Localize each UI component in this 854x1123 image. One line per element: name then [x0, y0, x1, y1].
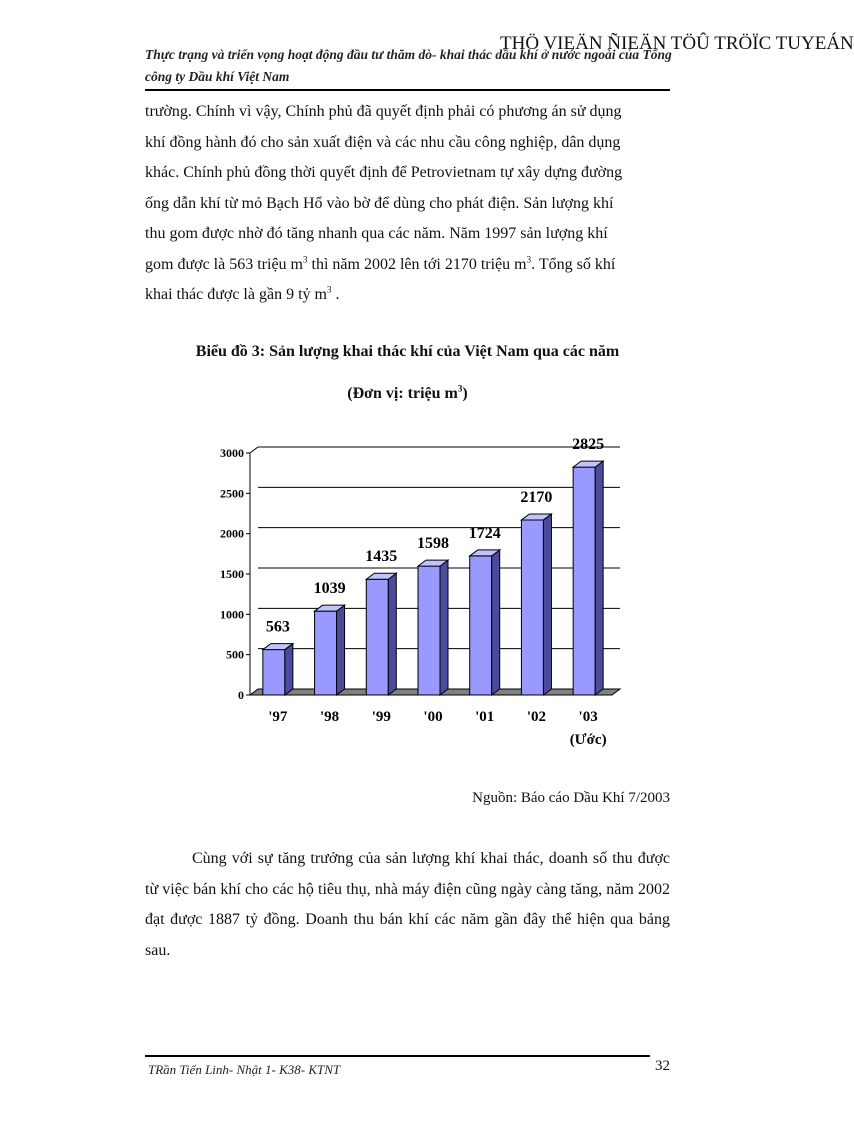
footer-author: TRần Tiến Linh- Nhật 1- K38- KTNT — [148, 1062, 341, 1077]
x-tick-label: '97 — [268, 709, 288, 725]
chart-unit — [145, 385, 670, 403]
x-tick-label: '98 — [319, 709, 340, 725]
x-tick-label: '03 — [578, 709, 598, 725]
header-title: Thực trạng và triển vọng hoạt động đầu tư thăm dò- khai thác dầu khí ở nước ngoài của Tổng công ty Dầu khí Việt Nam — [145, 47, 672, 84]
page-number: 32 — [655, 1058, 670, 1074]
bar-side — [285, 644, 293, 695]
chart-caption: Biểu đồ 3: Sản lượng khai thác khí của Việt Nam qua các năm — [195, 343, 620, 360]
header-divider — [145, 89, 670, 91]
source-note: Nguồn: Báo cáo Dầu Khí 7/2003 — [472, 790, 670, 806]
bar-front — [573, 467, 595, 695]
text-line: thu gom được nhờ đó tăng nhanh qua các năm. Năm 1997 sản lượng khí — [145, 225, 608, 242]
bar-side — [543, 514, 551, 695]
x-tick-label: '00 — [423, 709, 443, 725]
data-label: 2825 — [572, 436, 605, 454]
x-tick-label: '02 — [526, 709, 547, 725]
y-tick-label: 500 — [226, 647, 244, 662]
data-label: 2170 — [520, 488, 553, 506]
text-segment: . — [331, 286, 340, 303]
superscript: 3 — [326, 284, 332, 295]
unit-text: ) — [462, 385, 468, 402]
bar — [263, 644, 293, 695]
bar — [315, 605, 345, 695]
superscript: 3 — [457, 383, 463, 394]
text-segment: khai thác được là gần 9 tỷ m — [145, 286, 327, 303]
data-label: 563 — [265, 618, 290, 636]
superscript: 3 — [526, 254, 532, 265]
watermark: THÖ VIEÄN ÑIEÄN TÖÛ TRÖÏC TUYEÁN — [500, 33, 854, 54]
bar-front — [315, 611, 337, 695]
bar — [573, 461, 603, 695]
bar — [418, 560, 448, 695]
text-line — [145, 280, 670, 311]
text-line: khác. Chính phủ đồng thời quyết định để Petrovietnam tự xây dựng đường — [145, 164, 623, 181]
text-line — [145, 250, 670, 281]
data-label: 1724 — [468, 524, 501, 542]
text-line: ống dẫn khí từ mỏ Bạch Hổ vào bờ để dùng cho phát điện. Sản lượng khí — [145, 194, 614, 212]
x-tick-note: (Ước) — [569, 732, 607, 748]
x-tick-label: '99 — [371, 709, 391, 725]
superscript: 3 — [303, 254, 308, 265]
data-label: 1598 — [417, 535, 449, 553]
y-tick-label: 2000 — [220, 526, 244, 541]
y-axis-top-edge — [250, 447, 258, 453]
text-line: trường. Chính vì vậy, Chính phủ đã quyết định phải có phương án sử dụng — [145, 103, 622, 120]
bar-front — [521, 520, 543, 695]
text-line: khí đồng hành đó cho sản xuất điện và các nhu cầu công nghiệp, dân dụng — [145, 133, 621, 151]
data-label: 1039 — [313, 580, 346, 598]
text-segment: gom được là 563 triệu m — [145, 255, 303, 273]
bar-front — [263, 650, 285, 695]
unit-text: (Đơn vị: triệu m — [347, 385, 458, 402]
bar — [366, 573, 396, 695]
bar — [470, 550, 500, 695]
y-tick-label: 3000 — [220, 446, 244, 460]
footer-divider — [145, 1055, 650, 1057]
x-tick-label: '01 — [475, 709, 495, 725]
bar-side — [337, 605, 345, 695]
bar-side — [492, 550, 500, 695]
paragraph-2: Cùng với sự tăng trưởng của sản lượng khí khai thác, doanh số thu được từ việc bán khí cho các hộ tiêu thụ, nhà máy điện cũng ngày càng tăng, năm 2002 đạt được 1887 tỷ đồng. Doanh thu bán khí các năm gần đây thể hiện qua bảng sau. — [145, 850, 670, 959]
bar-side — [595, 461, 603, 695]
bar-front — [366, 579, 388, 695]
y-tick-label: 1500 — [220, 567, 244, 581]
bar — [521, 514, 551, 695]
bar-front — [418, 566, 440, 695]
gas-output-chart — [200, 430, 630, 750]
paragraph-1 — [145, 97, 670, 311]
text-segment: . Tổng số khí — [531, 255, 616, 273]
data-label: 1435 — [365, 548, 398, 566]
y-tick-label: 1000 — [220, 607, 244, 622]
bar-side — [388, 573, 396, 695]
y-tick-label: 0 — [238, 688, 244, 702]
text-segment: thì năm 2002 lên tới 2170 triệu m — [307, 255, 527, 273]
y-tick-label: 2500 — [220, 486, 244, 501]
bar-front — [470, 556, 492, 695]
bar-side — [440, 560, 448, 695]
